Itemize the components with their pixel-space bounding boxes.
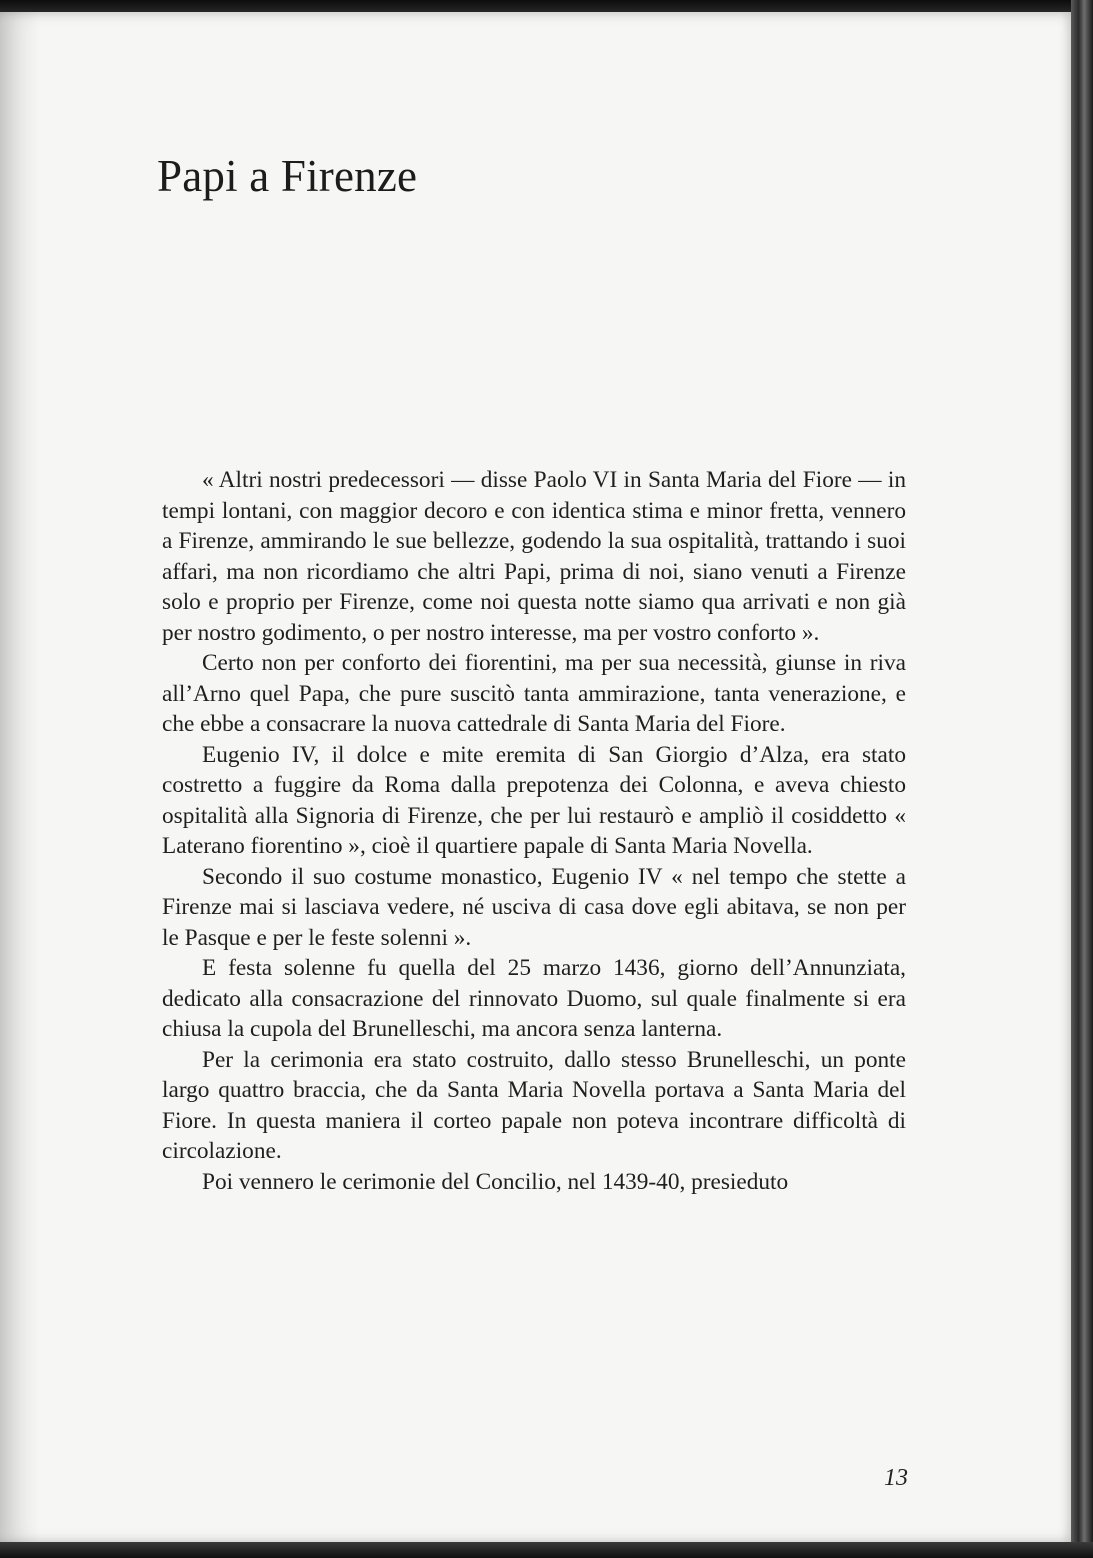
page-title: Papi a Firenze: [157, 151, 418, 201]
paragraph-3: Eugenio IV, il dolce e mite eremita di San Giorgio d’Alza, era stato costretto a fuggire da Roma dalla prepotenza dei Colonna, e aveva chiesto ospitalità alla Signoria di Firenze, che per lui restaurò e ampliò il cosiddetto « Laterano fiorentino », cioè il quartiere papale di Santa Maria Novella.: [162, 741, 906, 859]
paragraph-1: « Altri nostri predecessori — disse Paolo VI in Santa Maria del Fiore — in tempi lontani, con maggior decoro e con identica stima e minor fretta, vennero a Firenze, ammirando le sue bellezze, godendo la sua ospitalità, trattando i suoi affari, ma non ricordiamo che altri Papi, prima di noi, siano venuti a Firenze solo e proprio per Firenze, come noi questa notte siamo qua arrivati e non già per nostro godimento, o per nostro interesse, ma per vostro conforto ».: [162, 467, 906, 646]
paragraph-6: Per la cerimonia era stato costruito, dallo stesso Brunelleschi, un ponte largo quattro braccia, che da Santa Maria Novella portava a Santa Maria del Fiore. In questa maniera il corteo papale non poteva incontrare difficoltà di circolazione.: [162, 1046, 906, 1164]
page-number: 13: [884, 1465, 908, 1491]
body-text: [162, 465, 906, 1197]
book-spine-edge: [1071, 0, 1093, 1558]
page-gutter-shadow: [0, 12, 40, 1543]
paragraph-2: Certo non per conforto dei fiorentini, ma per sua necessità, giunse in riva all’Arno quel Papa, che pure suscitò tanta ammirazione, tanta venerazione, e che ebbe a consacrare la nuova cattedrale di Santa Maria del Fiore.: [162, 650, 906, 737]
scan-bottom-edge: [0, 1542, 1093, 1558]
paragraph-4: Secondo il suo costume monastico, Eugenio IV « nel tempo che stette a Firenze mai si lasciava vedere, né usciva di casa dove egli abitava, se non per le Pasque e per le feste solenni ».: [162, 863, 906, 951]
paragraph-7: Poi vennero le cerimonie del Concilio, nel 1439-40, presieduto: [202, 1168, 789, 1195]
paragraph-5: E festa solenne fu quella del 25 marzo 1436, giorno dell’Annunziata, dedicato alla consacrazione del rinnovato Duomo, sul quale finalmente si era chiusa la cupola del Brunelleschi, ma ancora senza lanterna.: [162, 955, 906, 1042]
